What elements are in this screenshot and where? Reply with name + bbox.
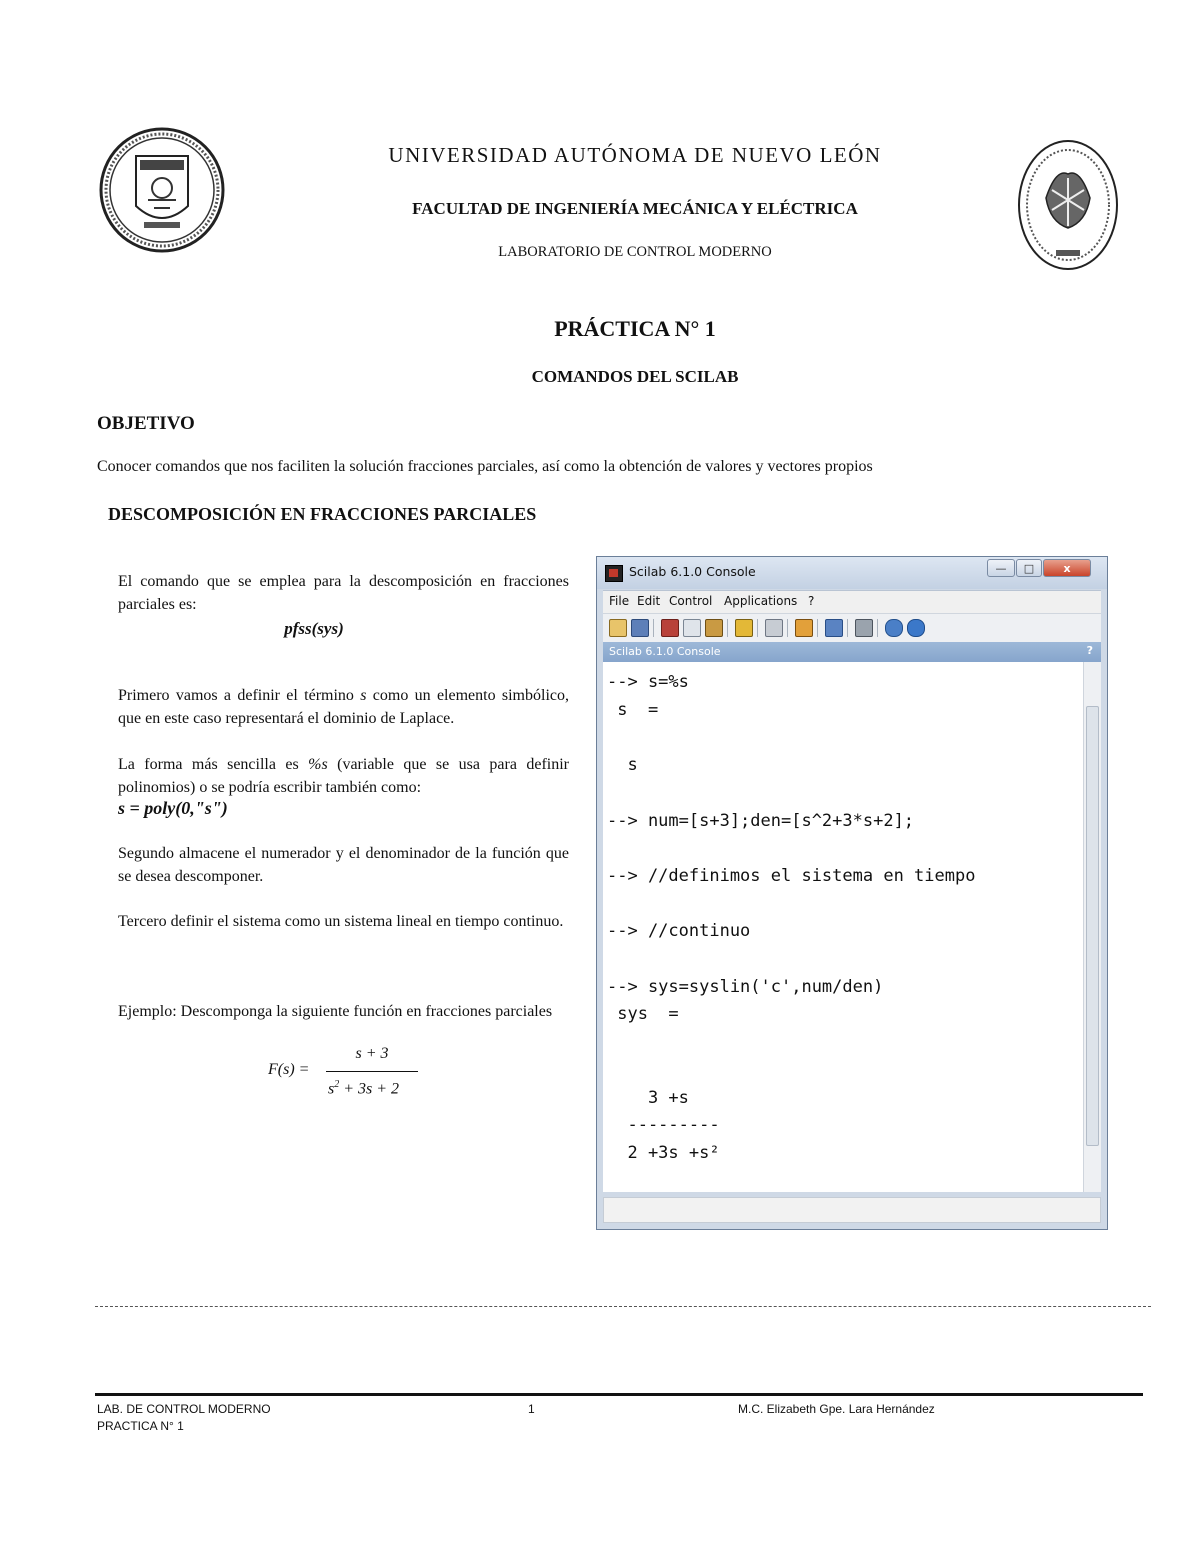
- footer-lab-name: LAB. DE CONTROL MODERNO: [97, 1402, 271, 1416]
- console-line: --> sys=syslin('c',num/den): [607, 976, 884, 997]
- variable-browser-icon[interactable]: [795, 619, 813, 637]
- scilab-console-window: [596, 556, 1108, 1230]
- console-line: s =: [607, 699, 659, 720]
- toolbar-separator: [817, 619, 818, 637]
- formula-den-exponent: 2: [334, 1079, 340, 1090]
- dashed-divider: [95, 1306, 1151, 1307]
- console-panel-title: Scilab 6.1.0 Console: [609, 645, 721, 658]
- scrollbar-thumb[interactable]: [1086, 706, 1099, 1146]
- formula-denominator: [328, 1079, 399, 1098]
- footer-author: M.C. Elizabeth Gpe. Lara Hernández: [738, 1402, 935, 1416]
- window-titlebar[interactable]: [597, 557, 1107, 589]
- first-step-paragraph: [118, 684, 569, 730]
- toolbar-separator: [757, 619, 758, 637]
- practice-title: PRÁCTICA N° 1: [554, 316, 716, 341]
- module-manager-icon[interactable]: [885, 619, 903, 637]
- status-bar: [603, 1197, 1101, 1223]
- faculty-name: FACULTAD DE INGENIERÍA MECÁNICA Y ELÉCTRICA: [412, 199, 858, 218]
- practice-subtitle: COMANDOS DEL SCILAB: [531, 367, 739, 386]
- window-title: Scilab 6.1.0 Console: [629, 564, 756, 579]
- objective-text: Conocer comandos que nos faciliten la solución fracciones parciales, así como la obtención de valores y vectores propios: [97, 458, 873, 475]
- new-script-icon[interactable]: [609, 619, 627, 637]
- toolbar-separator: [653, 619, 654, 637]
- simple-form-text-b: (variable que se usa para definir polinomios) o se podría escribir también como:: [118, 756, 569, 796]
- third-step-paragraph: Tercero definir el sistema como un sistema lineal en tiempo continuo.: [118, 913, 564, 930]
- console-line: s: [607, 755, 638, 776]
- first-step-text-b: como un elemento simbólico, que en este caso representará el dominio de Laplace.: [118, 687, 569, 727]
- menu-bar: [603, 590, 1101, 613]
- poly-expression: s = poly(0,"s"): [118, 798, 228, 818]
- console-panel-help[interactable]: ?: [1086, 644, 1093, 657]
- intro-paragraph: El comando que se emplea para la descomposición en fracciones parciales es:: [118, 573, 569, 613]
- maximize-button[interactable]: □: [1016, 559, 1042, 577]
- formula-den-rest: + 3s + 2: [339, 1080, 400, 1098]
- toolbar: [603, 613, 1101, 643]
- uanl-seal-logo: [98, 126, 226, 254]
- laboratory-name: LABORATORIO DE CONTROL MODERNO: [498, 244, 772, 260]
- formula-fraction-bar: [326, 1071, 418, 1072]
- toolbar-separator: [787, 619, 788, 637]
- first-step-symbol: s: [360, 687, 367, 704]
- menu-file[interactable]: File: [609, 594, 630, 608]
- console-line: sys =: [607, 1004, 679, 1025]
- university-name: UNIVERSIDAD AUTÓNOMA DE NUEVO LEÓN: [388, 143, 882, 167]
- console-line: --> //continuo: [607, 921, 751, 942]
- example-paragraph: Ejemplo: Descomponga la siguiente función en fracciones parciales: [118, 1003, 553, 1020]
- minimize-button[interactable]: —: [987, 559, 1015, 577]
- scilab-app-icon: [605, 565, 623, 582]
- simple-form-paragraph: [118, 753, 569, 799]
- simple-form-code: %s: [308, 756, 328, 773]
- toolbar-separator: [727, 619, 728, 637]
- console-line: 2 +3s +s²: [607, 1142, 720, 1163]
- console-line: --> s=%s: [607, 672, 689, 692]
- footer-page-number: 1: [528, 1402, 535, 1416]
- formula-numerator: s + 3: [355, 1045, 389, 1062]
- console-output[interactable]: [603, 662, 1083, 1192]
- help-browser-icon[interactable]: [907, 619, 925, 637]
- open-file-icon[interactable]: [631, 619, 649, 637]
- toolbar-separator: [877, 619, 878, 637]
- second-step-paragraph: Segundo almacene el numerador y el denominador de la función que se desea descomponer.: [118, 845, 569, 885]
- console-panel-header: [603, 642, 1101, 662]
- menu-edit[interactable]: Edit: [637, 594, 661, 608]
- xcos-icon[interactable]: [825, 619, 843, 637]
- console-line: 3 +s: [607, 1087, 689, 1108]
- transfer-function-formula: [268, 1044, 428, 1104]
- footer-rule: [95, 1393, 1143, 1396]
- paste-icon[interactable]: [705, 619, 723, 637]
- console-scrollbar[interactable]: [1083, 662, 1101, 1192]
- preferences-icon[interactable]: [855, 619, 873, 637]
- pfss-command: pfss(sys): [284, 619, 344, 638]
- objective-heading: OBJETIVO: [97, 413, 195, 434]
- console-line: --> //definimos el sistema en tiempo: [607, 865, 976, 886]
- section-heading: DESCOMPOSICIÓN EN FRACCIONES PARCIALES: [108, 504, 537, 524]
- simple-form-text-a: La forma más sencilla es: [118, 756, 309, 773]
- footer-practice-number: PRACTICA N° 1: [97, 1419, 184, 1433]
- menu-control[interactable]: Control: [669, 594, 713, 608]
- clear-console-icon[interactable]: [735, 619, 753, 637]
- first-step-text-a: Primero vamos a definir el término: [118, 687, 361, 704]
- close-button[interactable]: x: [1043, 559, 1091, 577]
- menu-applications[interactable]: Applications: [724, 594, 798, 608]
- toolbar-separator: [847, 619, 848, 637]
- formula-den-s: s: [328, 1080, 335, 1098]
- console-line: ---------: [607, 1115, 720, 1136]
- cut-icon[interactable]: [661, 619, 679, 637]
- menu-help[interactable]: ?: [808, 594, 815, 608]
- print-icon[interactable]: [765, 619, 783, 637]
- copy-icon[interactable]: [683, 619, 701, 637]
- fime-seal-logo: [1016, 138, 1120, 272]
- console-line: --> num=[s+3];den=[s^2+3*s+2];: [607, 810, 915, 831]
- formula-lhs: F(s) =: [268, 1061, 310, 1078]
